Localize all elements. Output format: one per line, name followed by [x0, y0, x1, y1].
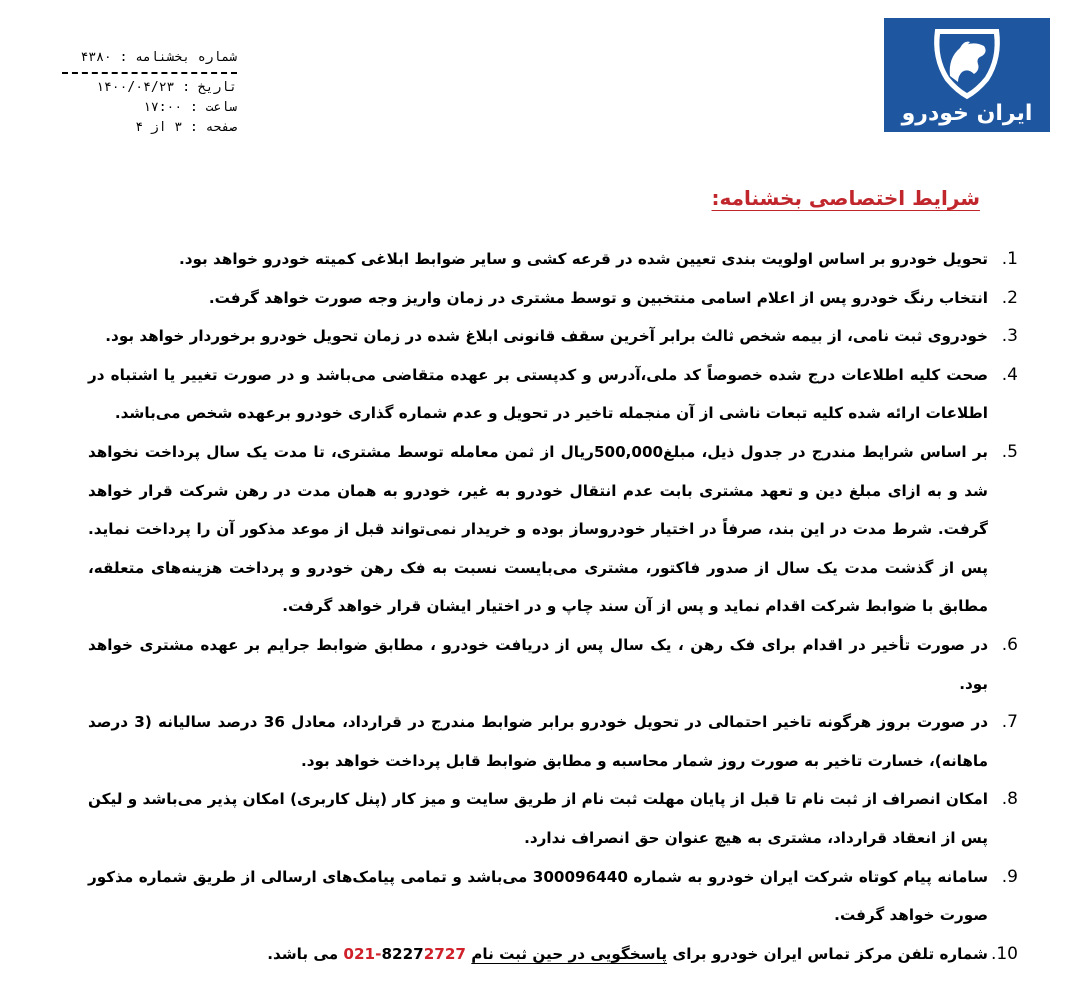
- term-number: 8.: [1001, 789, 1018, 810]
- terms-list: [88, 240, 1018, 973]
- term-number: 9.: [1001, 866, 1018, 887]
- term-text: بر اساس شرایط مندرج در جدول ذیل، مبلغ500,000ریال از ثمن معامله توسط مشتری، تا مدت یک سال پرداخت نخواهد شد و به ازای مبلغ دین و تعهد مشتری بابت عدم انتقال خودرو به غیر، خودرو به همان مدت در رهن شرکت قرار خواهد گرفت. شرط مدت در این بند، صرفاً در اختیار خودروساز بوده و خریدار نمی‌تواند قبل از موعد مذکور آن را پرداخت نماید. پس از گذشت مدت یک سال از صدور فاکتور، مشتری می‌بایست نسبت به فک رهن خودرو و پرداخت هزینه‌های متعلقه، مطابق با ضوابط شرکت اقدام نماید و پس از آن سند چاپ و در اختیار ایشان قرار خواهد گرفت.: [88, 442, 988, 616]
- meta-divider: [62, 72, 237, 74]
- phone-part-red: 27: [423, 944, 445, 963]
- section-title: شرایط اختصاصی بخشنامه:: [711, 186, 980, 210]
- term-item-10: [88, 935, 1018, 974]
- term-text: انتخاب رنگ خودرو پس از اعلام اسامی منتخبین و توسط مشتری در زمان واریز وجه صورت خواهد گرفت.: [208, 288, 988, 307]
- logo-caption: ایران خودرو: [901, 101, 1033, 126]
- term-item-3: [88, 317, 1018, 356]
- bulletin-number: شماره بخشنامه : ۴۳۸۰: [80, 50, 237, 65]
- term-text: امکان انصراف از ثبت نام تا قبل از پایان مهلت ثبت نام از طریق سایت و میز کار (پنل کاربری) امکان پذیر می‌باشد و لیکن پس از انعقاد قرارداد، مشتری به هیچ عنوان حق انصراف ندارد.: [88, 790, 988, 847]
- term-text: در صورت بروز هرگونه تاخیر احتمالی در تحویل خودرو برابر ضوابط مندرج در قرارداد، معادل 36 درصد سالیانه (3 درصد ماهانه)، خسارت تاخیر به صورت روز شمار محاسبه و مطابق ضوابط قابل پرداخت خواهد بود.: [88, 713, 988, 770]
- term-number: 10.: [990, 943, 1018, 964]
- term-item-9: [88, 858, 1018, 935]
- term-number: 2.: [1001, 287, 1018, 308]
- term-item-1: [88, 240, 1018, 279]
- phone-part-red: 27: [444, 944, 466, 963]
- term-text-after: می باشد.: [267, 944, 344, 963]
- term-item-7: [88, 703, 1018, 780]
- bulletin-page: صفحه : ۳ از ۴: [135, 120, 237, 135]
- iran-khodro-logo: [884, 18, 1050, 132]
- term-number: 4.: [1001, 364, 1018, 385]
- term-number: 6.: [1001, 634, 1018, 655]
- term-item-5: [88, 433, 1018, 626]
- term-number: 5.: [1001, 441, 1018, 462]
- term-number: 3.: [1001, 326, 1018, 347]
- contact-phone-number: [343, 945, 466, 963]
- term-text: خودروی ثبت نامی، از بیمه شخص ثالث برابر آخرین سقف قانونی ابلاغ شده در زمان تحویل خودرو برخوردار خواهد بود.: [105, 327, 988, 346]
- bulletin-time: ساعت : ۱۷:۰۰: [143, 100, 237, 115]
- term-item-8: [88, 780, 1018, 857]
- term-text: صحت کلیه اطلاعات درج شده خصوصاً کد ملی،آدرس و کدپستی بر عهده متقاضی می‌باشد و در صورت تغییر یا اشتباه در اطلاعات ارائه شده کلیه تبعات ناشی از آن منجمله تاخیر در تحویل و عدم شماره گذاری خودرو برعهده شخص می‌باشد.: [88, 365, 988, 423]
- term-text: تحویل خودرو بر اساس اولویت بندی تعیین شده در قرعه کشی و سایر ضوابط ابلاغی کمیته خودرو خواهد بود.: [178, 250, 988, 268]
- phone-area-code: 021-: [343, 944, 382, 963]
- bulletin-meta: [62, 48, 237, 138]
- phone-part: 8227: [381, 944, 424, 963]
- term-text: سامانه پیام کوتاه شرکت ایران خودرو به شماره 300096440 می‌باشد و تمامی پیامک‌های ارسالی از طریق شماره مذکور صورت خواهد گرفت.: [88, 867, 989, 925]
- term-text-underlined: پاسخگویی در حین ثبت نام: [471, 944, 668, 963]
- term-text-before: شماره تلفن مرکز تماس ایران خودرو برای: [667, 944, 988, 963]
- term-text: در صورت تأخیر در اقدام برای فک رهن ، یک سال پس از دریافت خودرو ، مطابق ضوابط جرایم بر عهده مشتری خواهد بود.: [88, 635, 988, 693]
- term-item-2: [88, 279, 1018, 318]
- bulletin-date: تاریخ : ۱۴۰۰/۰۴/۲۳: [96, 80, 237, 95]
- term-number: 7.: [1001, 712, 1018, 733]
- term-item-4: [88, 356, 1018, 433]
- term-item-6: [88, 626, 1018, 703]
- term-number: 1.: [1001, 249, 1018, 269]
